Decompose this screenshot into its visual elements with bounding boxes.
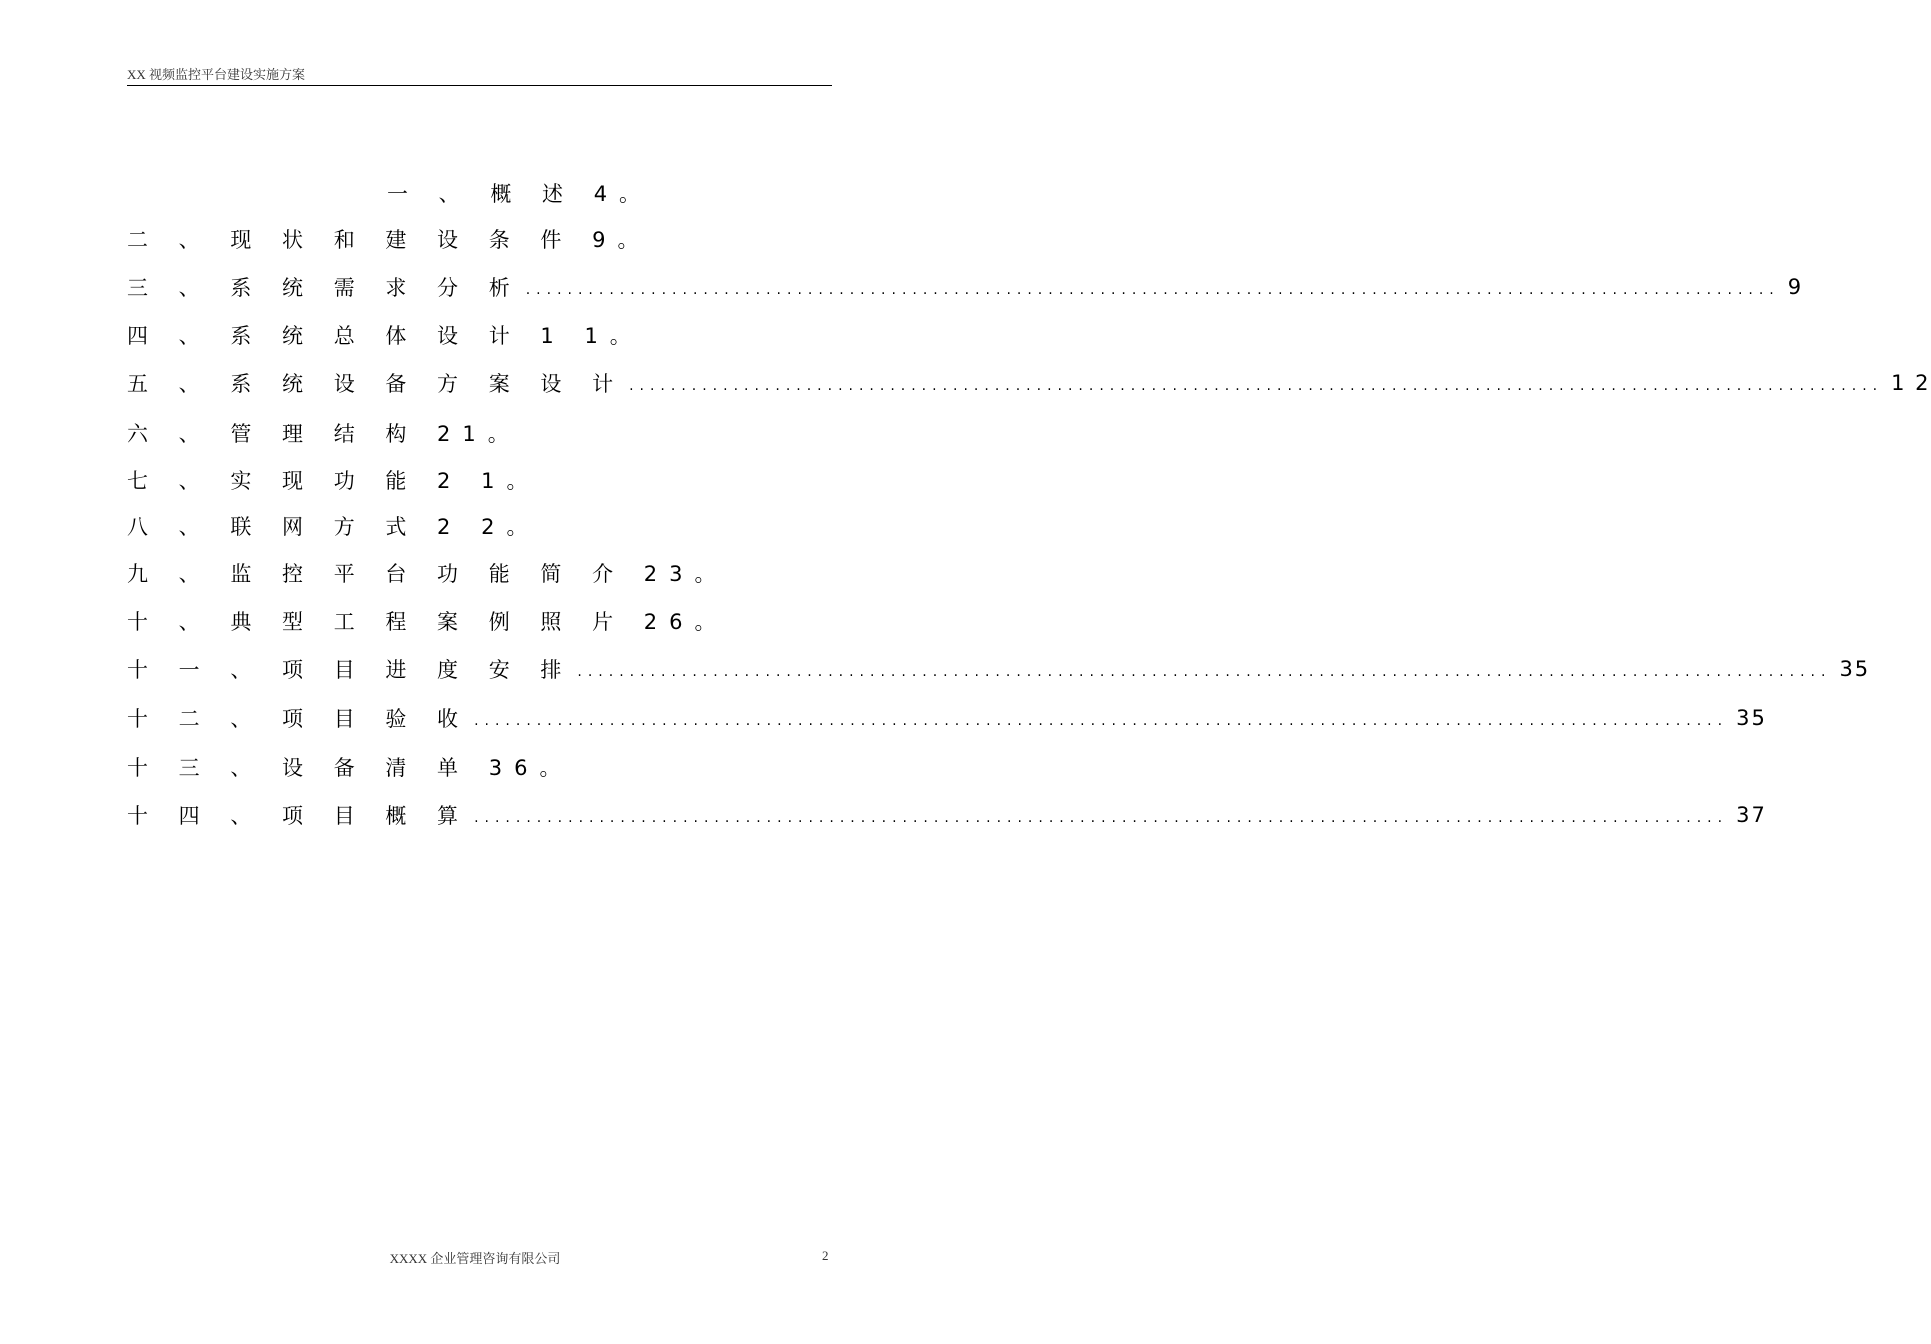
toc-entry-title: 五 、 系 统 设 备 方 案 设 计: [127, 372, 626, 396]
toc-entry[interactable]: [127, 606, 727, 636]
toc-entry[interactable]: [127, 272, 1804, 302]
toc-entry-title: 十 、 典 型 工 程 案 例 照 片 26。: [127, 610, 728, 634]
toc-entry-page: 37: [1736, 803, 1767, 827]
toc-entry-page: 9: [1787, 275, 1804, 299]
toc-entry-page: 35: [1736, 706, 1767, 730]
toc-entry[interactable]: [127, 320, 643, 350]
toc-leader-dots: ........................................................................................................................: [577, 664, 1832, 680]
toc-entry[interactable]: [127, 511, 539, 541]
toc-entry[interactable]: [127, 418, 521, 448]
toc-entry-title: 一 、 概 述 4。: [387, 182, 653, 206]
toc-entry[interactable]: [127, 558, 727, 588]
toc-entry-title: 十 一 、 项 目 进 度 安 排: [127, 658, 574, 682]
toc-entry-title: 十 三 、 设 备 清 单 36。: [127, 756, 573, 780]
toc-entry-title: 十 四 、 项 目 概 算: [127, 804, 471, 828]
toc-entry-title: 四 、 系 统 总 体 设 计 1 1。: [127, 324, 643, 348]
toc-entry-page: 35: [1839, 657, 1871, 681]
toc-entry-title: 三 、 系 统 需 求 分 析: [127, 276, 522, 300]
toc-entry-title: 六 、 管 理 结 构 21。: [127, 422, 521, 446]
toc-entry-title: 二 、 现 状 和 建 设 条 件 9。: [127, 228, 651, 252]
toc-leader-dots: ........................................................................................................................: [525, 282, 1780, 298]
toc-entry-title: 八 、 联 网 方 式 2 2。: [127, 515, 540, 539]
toc-entry[interactable]: [127, 465, 539, 495]
toc-entry[interactable]: [127, 178, 652, 208]
toc-entry[interactable]: [127, 654, 1871, 684]
toc-entry-title: 七 、 实 现 功 能 2 1。: [127, 469, 540, 493]
page-footer: XXXX 企业管理咨询有限公司: [389, 1251, 561, 1266]
toc-leader-dots: ........................................................................................................................: [629, 378, 1884, 394]
toc-entry[interactable]: [127, 752, 572, 782]
toc-entry[interactable]: [127, 368, 1931, 398]
toc-entry[interactable]: [127, 224, 650, 254]
toc-entry[interactable]: [127, 703, 1767, 733]
toc-entry[interactable]: [127, 800, 1767, 830]
toc-entry-title: 十 二 、 项 目 验 收: [127, 707, 471, 731]
page-number: 2: [822, 1248, 829, 1263]
page-header: XX 视频监控平台建设实施方案: [127, 67, 306, 82]
toc-leader-dots: ........................................................................................................................: [474, 713, 1729, 729]
toc-entry-title: 九 、 监 控 平 台 功 能 简 介 23。: [127, 562, 728, 586]
header-rule: [127, 85, 832, 86]
toc-entry-page: 1 2: [1891, 371, 1931, 395]
toc-leader-dots: ........................................................................................................................: [474, 810, 1729, 826]
